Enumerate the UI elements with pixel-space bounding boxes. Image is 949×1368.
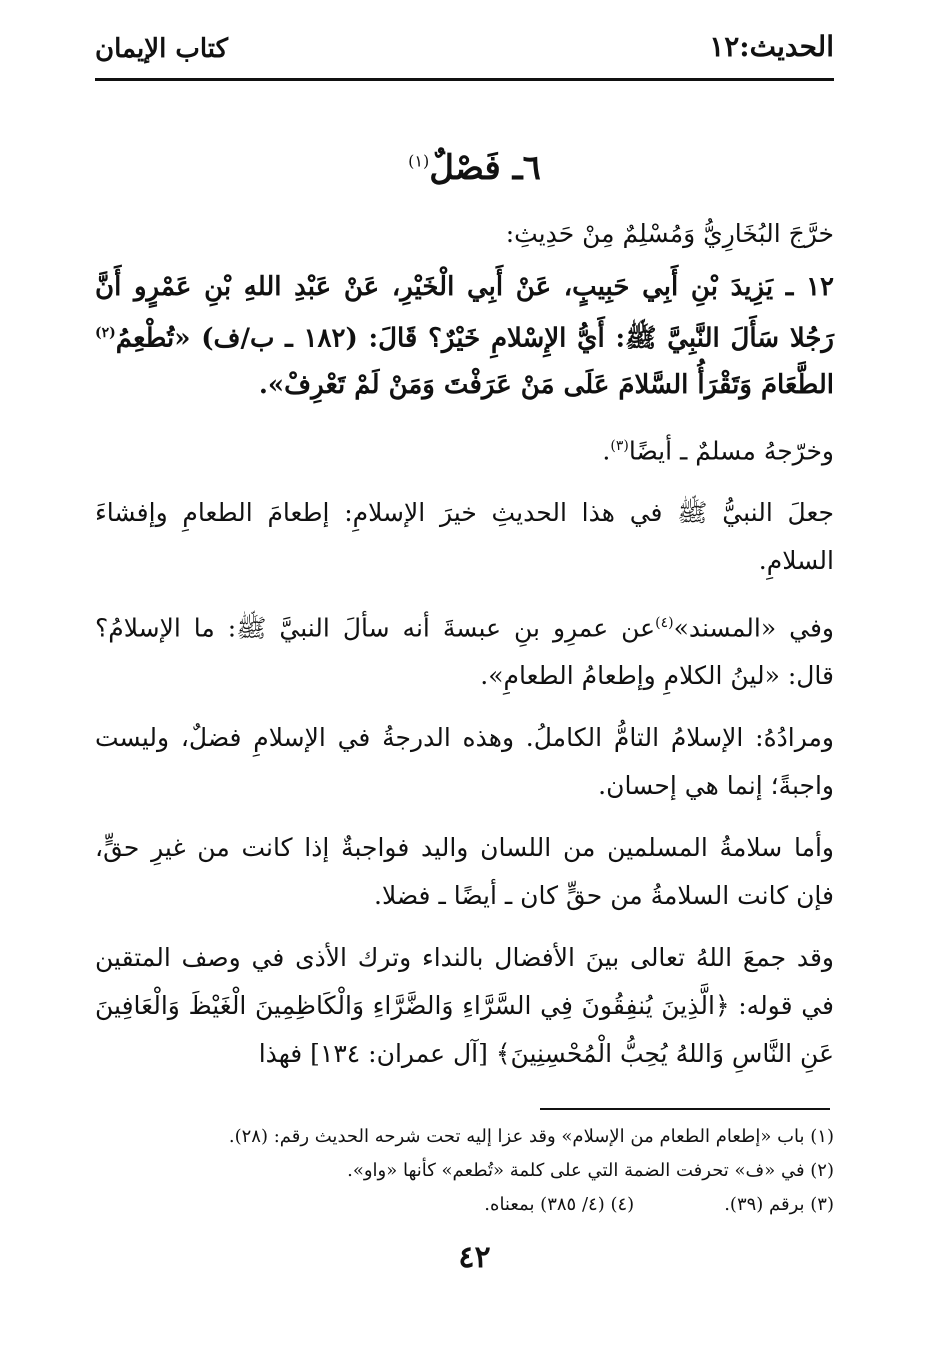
paragraph-musnad [95,599,834,700]
hadith-reference: الحديث:١٢ [709,30,834,63]
chapter-title: ٦ـ فَصْلٌ [429,148,541,188]
main-text [95,210,834,1092]
running-header [95,28,834,81]
hadith-ending: الطَّعَامَ وَتَقْرَأُ السَّلامَ عَلَى مَنْ عَرَفْتَ وَمَنْ لَمْ تَعْرِفْ». [258,369,834,400]
chapter-footnote-marker: (١) [408,151,430,171]
footnote-2: (٢) في «ف» تحرفت الضمة التي على كلمة «تُطعم» كأنها «واو». [347,1160,834,1181]
hadith-chain: ١٢ ـ يَزِيدَ بْنِ أَبِي حَبِيبٍ، عَنْ أَبِي الْخَيْرِ، عَنْ عَبْدِ اللهِ بْنِ عَمْرٍو أَنَّ رَجُلا سَأَلَ النَّبِيَّ ﷺ: أَيُّ الإِسْلامِ خَيْرٌ؟ قَالَ: (١٨٢ ـ ب/ف) «تُطْعِمُ [95,272,834,354]
musnad-footnote-marker: (٤) [655,614,674,631]
page-number: ٤٢ [458,1240,491,1275]
footnote-separator [540,1108,830,1110]
chapter-heading [0,148,949,188]
musnad-intro: وفي «المسند» [673,613,834,643]
intro-paragraph: خرَّجَ البُخَارِيُّ وَمُسْلِمٌ مِنْ حَدِيثِ: [505,219,834,248]
paragraph-muslim-text: وخرّجهُ مسلمٌ ـ أيضًا [628,435,834,465]
footnote-4: (٤) (٤/ ٣٨٥) بمعناه. [484,1194,635,1215]
footnote-row [95,1188,834,1222]
musnad-text: عن عمرِو بنِ عبسةَ أنه سألَ النبيَّ ﷺ: ما الإسلامُ؟ قال: «لينُ الكلامِ وإطعامُ الطعامِ». [95,613,834,691]
hadith-text [95,264,834,408]
footnote-3: (٣) برقم (٣٩). [724,1194,834,1215]
footnotes [95,1120,834,1222]
paragraph-best-islam: جعلَ النبيُّ ﷺ في هذا الحديثِ خيرَ الإسلامِ: إطعامَ الطعامِ وإفشاءَ السلامِ. [95,497,834,575]
paragraph-meaning: ومرادُهُ: الإسلامُ التامُّ الكاملُ. وهذه الدرجةُ في الإسلامِ فضلٌ، وليست واجبةً؛ إنما هي إحسان. [95,723,834,801]
muslim-footnote-marker: (٣) [610,437,629,454]
book-title: كتاب الإيمان [95,34,229,64]
paragraph-muslim: وخرّجهُ مسلمٌ ـ أيضًا$^{(٣)}$. [602,435,834,465]
paragraph-safety: وأما سلامةُ المسلمين من اللسان واليد فواجبةٌ إذا كانت من غيرِ حقٍّ، فإن كانت السلامةُ من حقٍّ كان ـ أيضًا ـ فضلا. [95,833,834,911]
paragraph-quran: وقد جمعَ اللهُ تعالى بينَ الأفضال بالنداء وترك الأذى في وصف المتقين في قوله: ﴿الَّذِينَ يُنفِقُونَ فِي السَّرَّاءِ وَالضَّرَّاءِ وَالْكَاظِمِينَ الْغَيْظَ وَالْعَافِينَ عَنِ النَّاسِ وَاللهُ يُحِبُّ الْمُحْسِنِينَ﴾ [آل عمران: ١٣٤] فهذا [95,943,834,1069]
hadith-footnote-marker: (٢) [95,325,116,341]
footnote-1: (١) باب «إطعام الطعام من الإسلام» وقد عزا إليه تحت شرحه الحديث رقم: (٢٨). [228,1126,834,1147]
